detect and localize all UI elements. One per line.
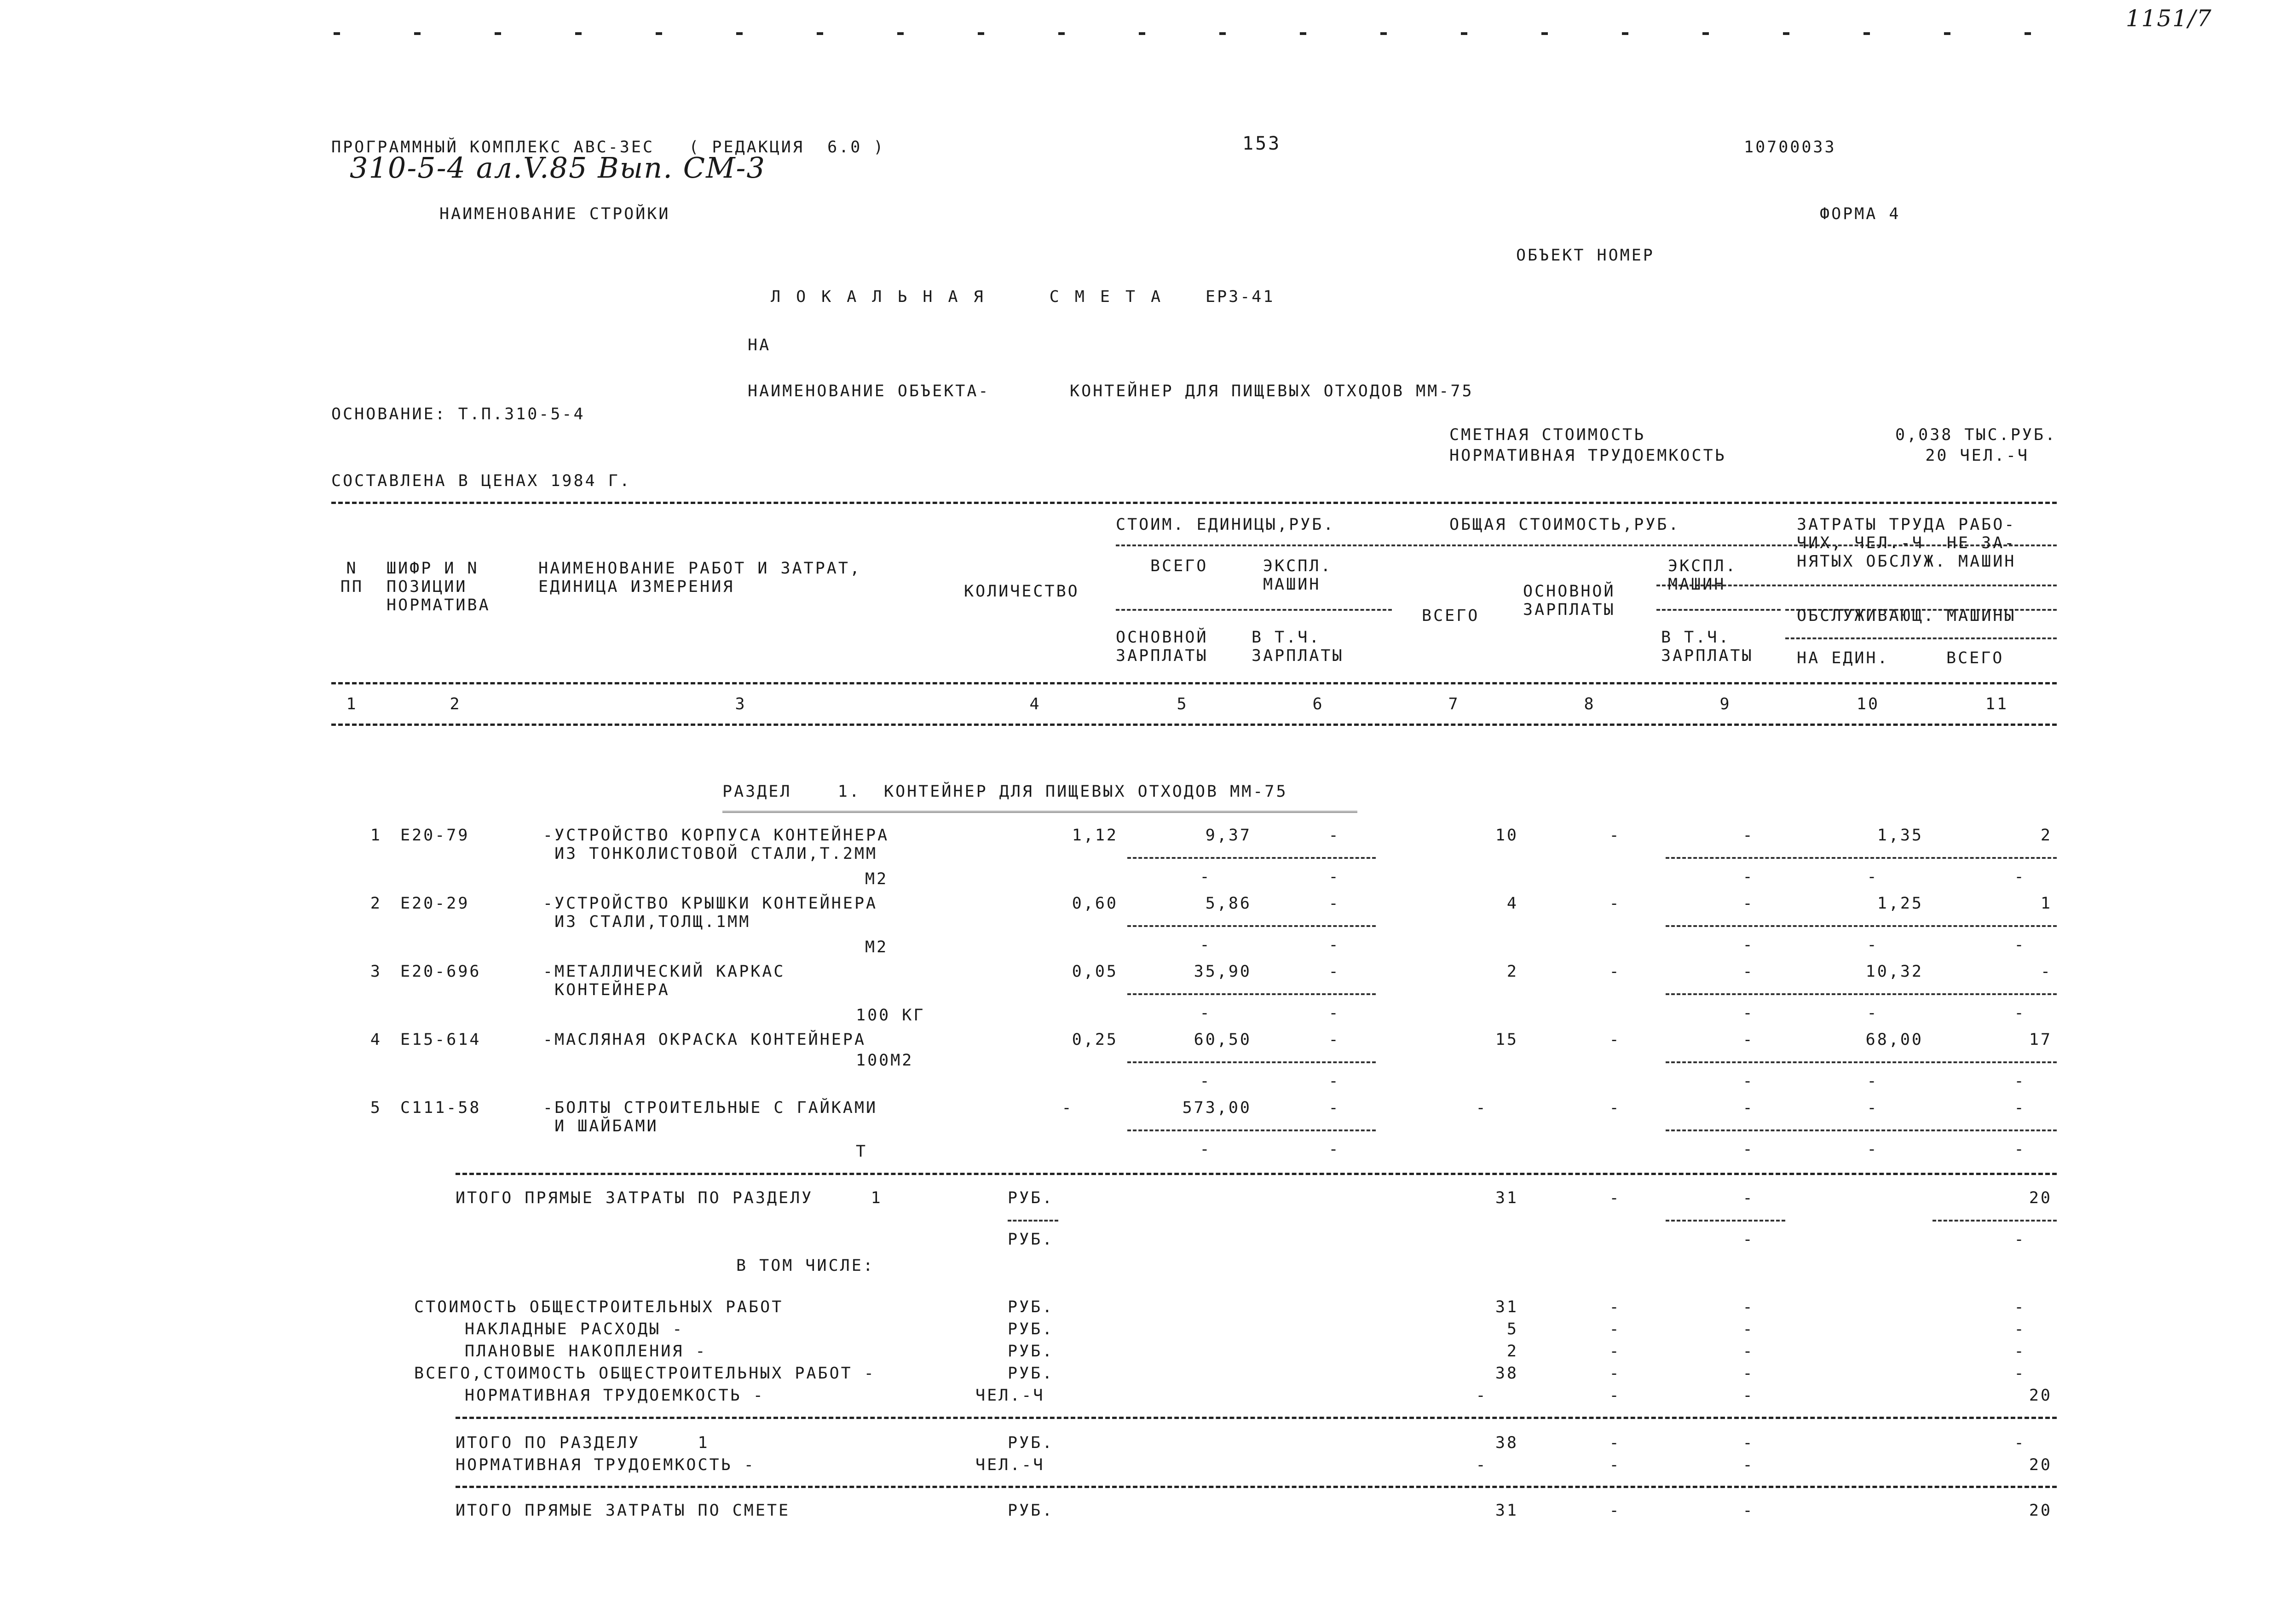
col-labor: ЗАТРАТЫ ТРУДА РАБО- ЧИХ, ЧЕЛ.-Ч НЕ ЗА- НЯТЫХ ОБСЛУЖ. МАШИН [1797, 515, 2016, 571]
col-total-wages: ОСНОВНОЙ ЗАРПЛАТЫ [1523, 582, 1615, 619]
dash: - [1742, 1501, 1754, 1520]
sub-dash: - [1200, 868, 1211, 886]
including-label: В ТОМ ЧИСЛЕ: [736, 1257, 875, 1275]
row-unit-price: 573,00 [1182, 1099, 1252, 1117]
sub-dash: - [1867, 936, 1879, 954]
breakdown-value: 31 [1495, 1298, 1518, 1316]
row-unit-machines: - [1328, 962, 1340, 981]
dash: - [1476, 1386, 1488, 1405]
row-labor-unit: 10,32 [1865, 962, 1923, 981]
row-unit: Т [856, 1142, 868, 1161]
dash: - [1742, 1386, 1754, 1405]
dash: - [2014, 1434, 2026, 1452]
row-wages: - [1609, 1099, 1621, 1117]
construction-label: НАИМЕНОВАНИЕ СТРОЙКИ [439, 205, 670, 223]
dash: - [1742, 1298, 1754, 1316]
currency: РУБ. [1008, 1434, 1054, 1452]
row-labor-unit: - [1867, 1099, 1879, 1117]
row-quantity: - [1061, 1099, 1073, 1117]
dash: - [1742, 1456, 1754, 1474]
col-number: 3 [735, 695, 747, 713]
row-total-machines: - [1742, 1031, 1754, 1049]
sub-dash: - [1200, 1004, 1211, 1022]
row-name: -УСТРОЙСТВО КРЫШКИ КОНТЕЙНЕРА ИЗ СТАЛИ,ТОЛЩ.1ММ [543, 894, 878, 931]
currency: РУБ. [1008, 1189, 1054, 1207]
dash: - [1742, 1320, 1754, 1338]
row-labor-unit: 1,25 [1877, 894, 1923, 913]
row-code: С111-58 [400, 1099, 481, 1117]
estimate-direct-label: ИТОГО ПРЯМЫЕ ЗАТРАТЫ ПО СМЕТЕ [456, 1501, 790, 1520]
dash: - [1609, 1501, 1621, 1520]
row-code: Е20-29 [400, 894, 470, 913]
row-labor-total: - [2040, 962, 2052, 981]
row-quantity: 0,05 [1072, 962, 1118, 981]
col-unit-machines: ЭКСПЛ. МАШИН [1263, 557, 1333, 594]
row-quantity: 1,12 [1072, 826, 1118, 845]
row-quantity: 0,25 [1072, 1031, 1118, 1049]
col-total-all: ВСЕГО [1422, 607, 1480, 625]
row-number: 5 [370, 1099, 382, 1117]
direct-costs-label: ИТОГО ПРЯМЫЕ ЗАТРАТЫ ПО РАЗДЕЛУ 1 [456, 1189, 883, 1207]
sub-dash: - [1200, 1072, 1211, 1090]
col-number: 10 [1856, 695, 1880, 713]
sub-dash: - [1742, 1004, 1754, 1022]
section-total-label: ИТОГО ПО РАЗДЕЛУ 1 [456, 1434, 710, 1452]
estimated-cost-label: СМЕТНАЯ СТОИМОСТЬ [1449, 426, 1646, 444]
dash: - [1609, 1320, 1621, 1338]
man-hours-unit: ЧЕЛ.-Ч [975, 1456, 1045, 1474]
sub-dash: - [1328, 1004, 1340, 1022]
breakdown-label: НАКЛАДНЫЕ РАСХОДЫ - [465, 1320, 684, 1338]
row-labor-unit: 1,35 [1877, 826, 1923, 845]
breakdown-value: 2 [1506, 1342, 1518, 1361]
sub-dash: - [1867, 1004, 1879, 1022]
direct-costs-labor: 20 [2029, 1189, 2052, 1207]
row-unit-machines: - [1328, 894, 1340, 913]
sub-dash: - [1328, 868, 1340, 886]
sub-dash: - [2014, 1140, 2026, 1158]
currency: РУБ. [1008, 1230, 1054, 1249]
document-title: ЛОКАЛЬНАЯ СМЕТА [771, 288, 1177, 306]
row-labor-total: 2 [2040, 826, 2052, 845]
row-unit-price: 5,86 [1205, 894, 1252, 913]
row-unit: 100 КГ [856, 1006, 925, 1025]
currency: РУБ. [1008, 1364, 1054, 1383]
dash: - [1742, 1230, 1754, 1249]
labor-intensity-value: 20 ЧЕЛ.-Ч [1925, 446, 2029, 465]
row-code: Е20-696 [400, 962, 481, 981]
row-unit-price: 35,90 [1194, 962, 1252, 981]
currency: РУБ. [1008, 1320, 1054, 1338]
estimated-cost-value: 0,038 ТЫС.РУБ. [1895, 426, 2057, 444]
col-number: 9 [1719, 695, 1731, 713]
row-unit-machines: - [1328, 826, 1340, 845]
row-name: -УСТРОЙСТВО КОРПУСА КОНТЕЙНЕРА ИЗ ТОНКОЛИСТОВОЙ СТАЛИ,Т.2ММ [543, 826, 889, 863]
object-name-label: НАИМЕНОВАНИЕ ОБЪЕКТА- [748, 382, 990, 400]
row-total-machines: - [1742, 894, 1754, 913]
row-labor-total: - [2014, 1099, 2026, 1117]
breakdown-label: ПЛАНОВЫЕ НАКОПЛЕНИЯ - [465, 1342, 707, 1361]
col-number: 11 [1985, 695, 2009, 713]
dash: - [2014, 1298, 2026, 1316]
col-unit-cost: СТОИМ. ЕДИНИЦЫ,РУБ. [1116, 515, 1335, 534]
row-total-machines: - [1742, 1099, 1754, 1117]
sub-dash: - [1200, 936, 1211, 954]
row-number: 2 [370, 894, 382, 913]
row-unit-price: 60,50 [1194, 1031, 1252, 1049]
dash: - [1609, 1189, 1621, 1207]
totals-separator [456, 1173, 2057, 1175]
col-n: N ПП [340, 559, 364, 596]
col-labor-total: ВСЕГО [1946, 649, 2004, 667]
dash: - [2014, 1230, 2026, 1249]
object-name: КОНТЕЙНЕР ДЛЯ ПИЩЕВЫХ ОТХОДОВ ММ-75 [1070, 382, 1474, 400]
row-unit: 100М2 [856, 1051, 914, 1070]
section-underline [722, 811, 1357, 813]
dash: - [1742, 1434, 1754, 1452]
col-number: 6 [1312, 695, 1324, 713]
row-unit-machines: - [1328, 1031, 1340, 1049]
sub-dash: - [1867, 868, 1879, 886]
col-name: НАИМЕНОВАНИЕ РАБОТ И ЗАТРАТ, ЕДИНИЦА ИЗМЕРЕНИЯ [538, 559, 862, 596]
col-number: 7 [1448, 695, 1460, 713]
dash: - [2014, 1342, 2026, 1361]
sub-dash: - [1742, 936, 1754, 954]
row-labor-total: 17 [2029, 1031, 2052, 1049]
row-name: -БОЛТЫ СТРОИТЕЛЬНЫЕ С ГАЙКАМИ И ШАЙБАМИ [543, 1099, 878, 1135]
currency: РУБ. [1008, 1501, 1054, 1520]
col-unit-wages: ОСНОВНОЙ ЗАРПЛАТЫ [1116, 628, 1208, 665]
basis: ОСНОВАНИЕ: Т.П.310-5-4 [331, 405, 585, 423]
labor-intensity-label: НОРМАТИВНАЯ ТРУДОЕМКОСТЬ [1449, 446, 1726, 465]
dash: - [1609, 1434, 1621, 1452]
row-unit: М2 [865, 938, 888, 956]
sub-dash: - [2014, 936, 2026, 954]
form-number: ФОРМА 4 [1820, 205, 1901, 223]
dash: - [1742, 1189, 1754, 1207]
sub-dash: - [1328, 936, 1340, 954]
currency: РУБ. [1008, 1298, 1054, 1316]
sub-dash: - [1742, 1140, 1754, 1158]
breakdown-value: 5 [1506, 1320, 1518, 1338]
row-code: Е20-79 [400, 826, 470, 845]
row-total: 15 [1495, 1031, 1518, 1049]
row-total: - [1476, 1099, 1488, 1117]
section-total-separator [456, 1417, 2057, 1419]
sub-dash: - [2014, 868, 2026, 886]
col-total-incl-wages: В Т.Ч. ЗАРПЛАТЫ [1661, 628, 1754, 665]
estimate-direct-value: 31 [1495, 1501, 1518, 1520]
currency: РУБ. [1008, 1342, 1054, 1361]
row-number: 3 [370, 962, 382, 981]
sub-dash: - [1328, 1140, 1340, 1158]
section-labor-label: НОРМАТИВНАЯ ТРУДОЕМКОСТЬ - [456, 1456, 756, 1474]
row-name: -МАСЛЯНАЯ ОКРАСКА КОНТЕЙНЕРА [543, 1031, 866, 1049]
row-unit-machines: - [1328, 1099, 1340, 1117]
row-total-machines: - [1742, 826, 1754, 845]
estimate-total-separator [456, 1486, 2057, 1488]
breakdown-label: СТОИМОСТЬ ОБЩЕСТРОИТЕЛЬНЫХ РАБОТ [414, 1298, 784, 1316]
col-number: 8 [1584, 695, 1596, 713]
row-labor-total: 1 [2040, 894, 2052, 913]
sub-dash: - [1867, 1140, 1879, 1158]
row-unit: М2 [865, 870, 888, 888]
row-unit-price: 9,37 [1205, 826, 1252, 845]
na-label: НА [748, 336, 771, 354]
sub-dash: - [2014, 1004, 2026, 1022]
row-wages: - [1609, 1031, 1621, 1049]
row-total: 2 [1506, 962, 1518, 981]
section-total-value: 38 [1495, 1434, 1518, 1452]
breakdown-value: 20 [2029, 1386, 2052, 1405]
sub-dash: - [1742, 1072, 1754, 1090]
sub-dash: - [2014, 1072, 2026, 1090]
man-hours-unit: ЧЕЛ.-Ч [975, 1386, 1045, 1405]
breakdown-value: 38 [1495, 1364, 1518, 1383]
row-total-machines: - [1742, 962, 1754, 981]
sub-dash: - [1742, 868, 1754, 886]
col-labor-machines: ОБСЛУЖИВАЮЩ. МАШИНЫ [1797, 607, 2016, 625]
col-unit-incl-wages: В Т.Ч. ЗАРПЛАТЫ [1252, 628, 1344, 665]
program-line: ПРОГРАММНЫЙ КОМПЛЕКС АВС-ЗЕС ( РЕДАКЦИЯ 6.0 ) [331, 138, 885, 156]
col-total-cost: ОБЩАЯ СТОИМОСТЬ,РУБ. [1449, 515, 1680, 534]
col-unit-total: ВСЕГО [1150, 557, 1208, 575]
sub-dash: - [1200, 1140, 1211, 1158]
prices-year: СОСТАВЛЕНА В ЦЕНАХ 1984 Г. [331, 472, 631, 490]
col-labor-unit: НА ЕДИН. [1797, 649, 1889, 667]
dash: - [1742, 1342, 1754, 1361]
row-number: 1 [370, 826, 382, 845]
page-number: 153 [1242, 133, 1281, 154]
dash: - [1609, 1298, 1621, 1316]
row-wages: - [1609, 894, 1621, 913]
row-quantity: 0,60 [1072, 894, 1118, 913]
dash: - [1476, 1456, 1488, 1474]
corner-note: 1151/7 [2126, 5, 2212, 32]
estimate-direct-labor: 20 [2029, 1501, 2052, 1520]
col-total-machines: ЭКСПЛ. МАШИН [1668, 557, 1737, 594]
breakdown-label: НОРМАТИВНАЯ ТРУДОЕМКОСТЬ - [465, 1386, 765, 1405]
col-quantity: КОЛИЧЕСТВО [964, 582, 1079, 601]
sub-dash: - [1867, 1072, 1879, 1090]
col-number: 2 [450, 695, 462, 713]
dash: - [1609, 1456, 1621, 1474]
row-name: -МЕТАЛЛИЧЕСКИЙ КАРКАС КОНТЕЙНЕРА [543, 962, 785, 999]
dash: - [2014, 1320, 2026, 1338]
row-number: 4 [370, 1031, 382, 1049]
dash: - [1609, 1342, 1621, 1361]
row-labor-unit: 68,00 [1865, 1031, 1923, 1049]
col-number: 1 [346, 695, 358, 713]
breakdown-label: ВСЕГО,СТОИМОСТЬ ОБЩЕСТРОИТЕЛЬНЫХ РАБОТ - [414, 1364, 876, 1383]
row-wages: - [1609, 962, 1621, 981]
col-number: 4 [1029, 695, 1041, 713]
row-wages: - [1609, 826, 1621, 845]
row-total: 4 [1506, 894, 1518, 913]
document-code: 10700033 [1744, 138, 1836, 156]
row-code: Е15-614 [400, 1031, 481, 1049]
col-code: ШИФР И N ПОЗИЦИИ НОРМАТИВА [387, 559, 490, 614]
title-code: ЕРЗ-41 [1206, 288, 1275, 306]
dash: - [2014, 1364, 2026, 1383]
direct-costs-total: 31 [1495, 1189, 1518, 1207]
dash: - [1609, 1364, 1621, 1383]
object-number-label: ОБЪЕКТ НОМЕР [1516, 246, 1655, 265]
col-number: 5 [1177, 695, 1188, 713]
handwritten-reference: 310-5-4 ал.V.85 Вып. СМ-3 [350, 151, 766, 185]
row-total: 10 [1495, 826, 1518, 845]
sub-dash: - [1328, 1072, 1340, 1090]
dash: - [1609, 1386, 1621, 1405]
dash: - [1742, 1364, 1754, 1383]
section-title: РАЗДЕЛ 1. КОНТЕЙНЕР ДЛЯ ПИЩЕВЫХ ОТХОДОВ ММ-75 [722, 782, 1288, 801]
section-labor-value: 20 [2029, 1456, 2052, 1474]
